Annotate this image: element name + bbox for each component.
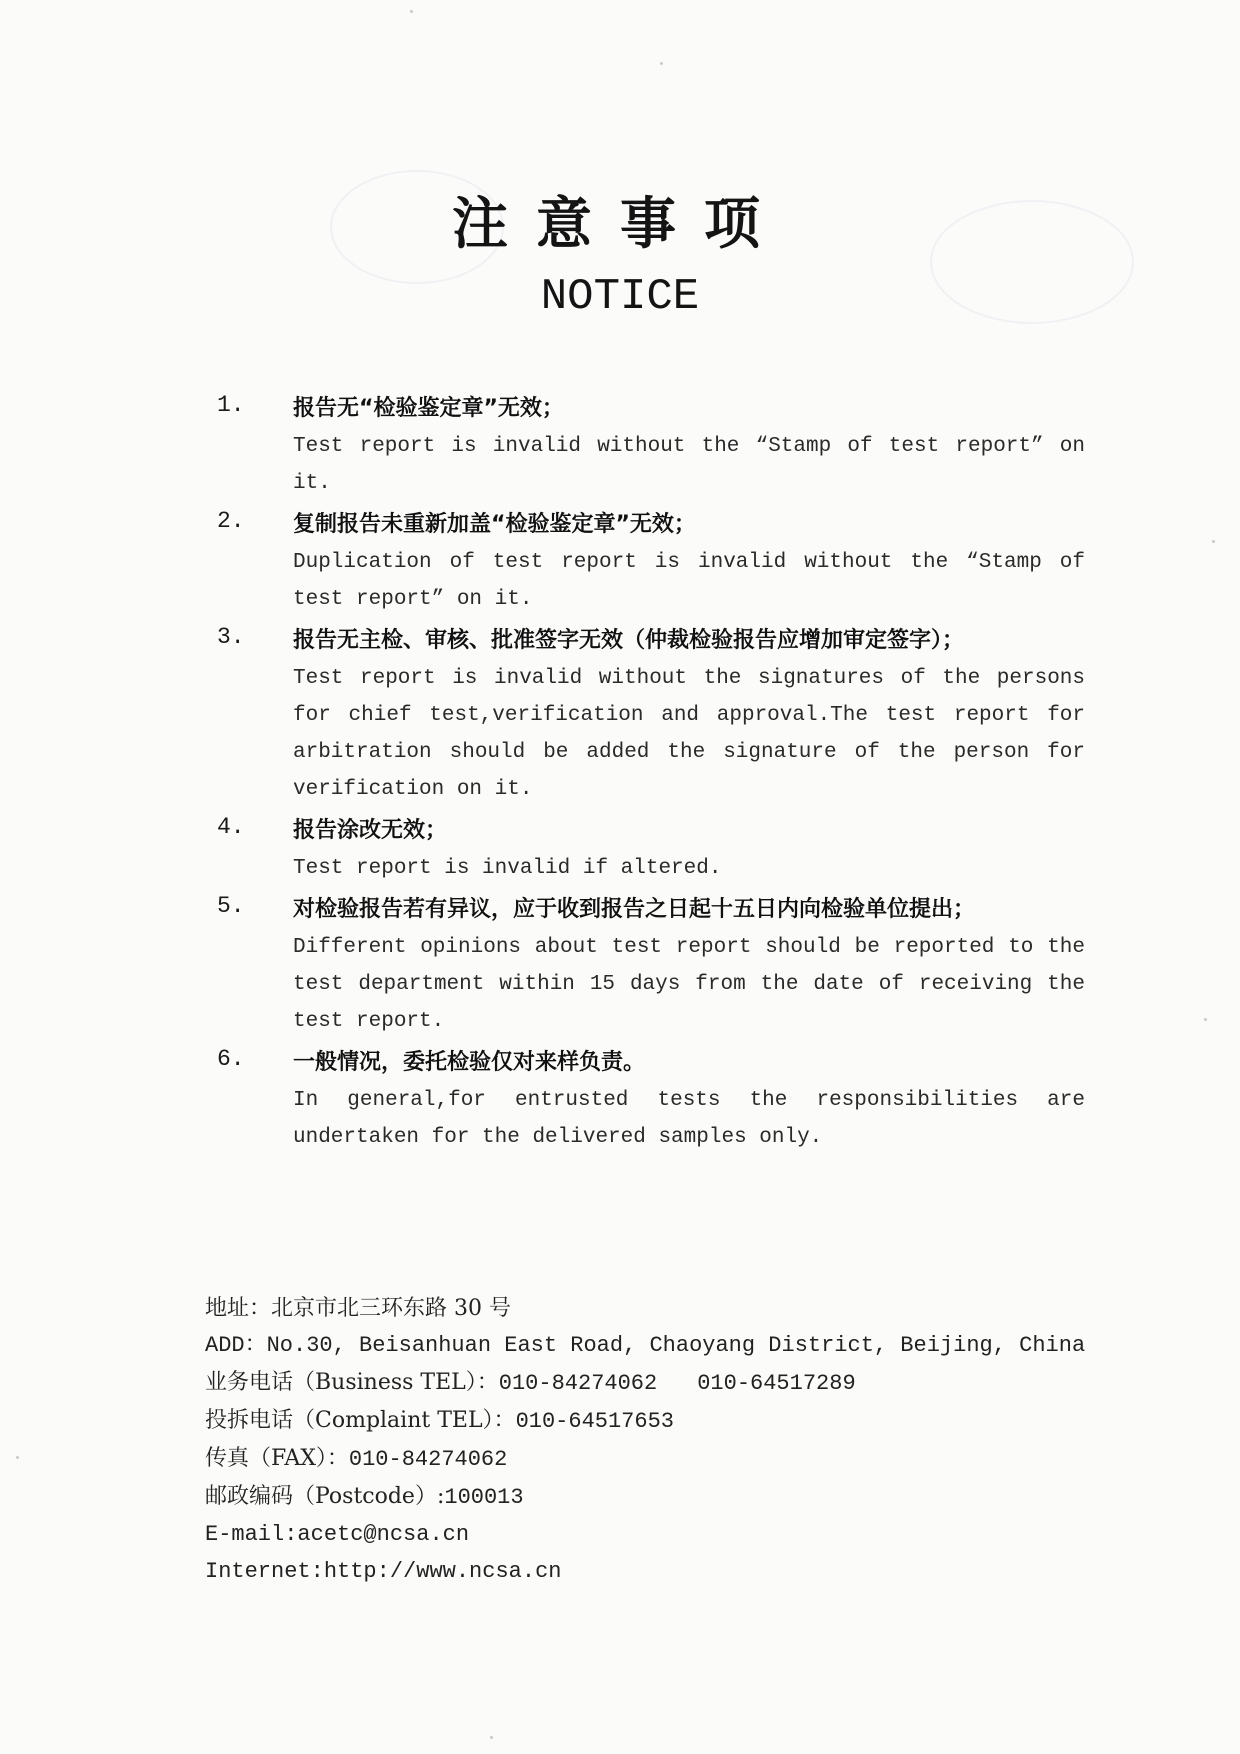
page-title-chinese: 注意事项 [452,191,788,257]
email-line [205,1516,1105,1553]
fax-number: 010-84274062 [348,1447,508,1472]
business-tel-1: 010-84274062 [498,1371,658,1396]
internet-line [205,1553,1105,1590]
scan-speck [490,1736,493,1739]
notice-chinese-text: 报告涂改无效； [293,818,448,843]
notice-english-text: Test report is invalid without the “Stamp of test report” on it. [293,435,1085,495]
notice-chinese-text: 复制报告未重新加盖“检验鉴定章”无效； [293,512,696,537]
notice-item-4 [205,812,1085,887]
scan-speck [16,1456,19,1459]
fax-line [205,1440,1105,1478]
notice-item-6 [205,1044,1085,1156]
contact-block [205,1290,1105,1590]
fax-label: 传真（FAX）： [205,1446,349,1471]
notice-english-text: Duplication of test report is invalid without the “Stamp of test report” on it. [293,551,1085,611]
notice-chinese-text: 对检验报告若有异议，应于收到报告之日起十五日内向检验单位提出； [293,897,976,922]
notice-item-3 [205,622,1085,808]
page-title-english: NOTICE [540,272,700,322]
complaint-tel: 010-64517653 [515,1409,674,1434]
notice-number: 6. [217,1046,245,1072]
internet-label: Internet: [205,1559,324,1584]
scan-speck [1204,1018,1207,1021]
notice-chinese-text: 报告无“检验鉴定章”无效； [293,396,564,421]
website-link[interactable]: http://www.ncsa.cn [323,1559,562,1584]
email-link[interactable]: acetc@ncsa.cn [297,1522,470,1547]
postcode-value: 100013 [444,1485,524,1510]
notice-number: 5. [217,893,245,919]
notice-chinese-text: 一般情况，委托检验仅对来样负责。 [293,1050,646,1075]
scan-speck [1212,540,1215,543]
notice-number: 1. [217,392,245,418]
notice-english-text: Different opinions about test report should be reported to the test department within 15 days from the date of receiving the test report. [293,936,1085,1033]
notice-item-1 [205,390,1085,502]
notice-chinese-text: 报告无主检、审核、批准签字无效（仲裁检验报告应增加审定签字）； [293,628,965,653]
address-chinese: 地址：北京市北三环东路 30 号 [205,1296,511,1321]
notice-english-text: Test report is invalid if altered. [293,857,722,880]
notice-english-text: In general,for entrusted tests the responsibilities are undertaken for the delivered samples only. [293,1089,1085,1149]
notice-number: 2. [217,508,245,534]
postcode-label: 邮政编码（Postcode）: [205,1484,445,1509]
scan-speck [410,10,413,13]
complaint-tel-label: 投拆电话（Complaint TEL）： [205,1408,516,1433]
email-label: E-mail: [205,1522,298,1547]
postcode-line [205,1478,1105,1516]
scan-speck [660,62,663,65]
notice-number: 4. [217,814,245,840]
address-english: ADD：No.30, Beisanhuan East Road, Chaoyang District, Beijing, China [205,1333,1086,1358]
notice-number: 3. [217,624,245,650]
business-tel-line [205,1364,1105,1402]
business-tel-2: 010-64517289 [697,1371,856,1396]
business-tel-label: 业务电话（Business TEL）： [205,1370,499,1395]
notice-english-text: Test report is invalid without the signatures of the persons for chief test,verification and approval.The test report for arbitration should be added the signature of the person for verification on it. [293,667,1085,801]
complaint-tel-line [205,1402,1105,1440]
notice-list [205,390,1085,1160]
notice-item-2 [205,506,1085,618]
notice-item-5 [205,891,1085,1040]
